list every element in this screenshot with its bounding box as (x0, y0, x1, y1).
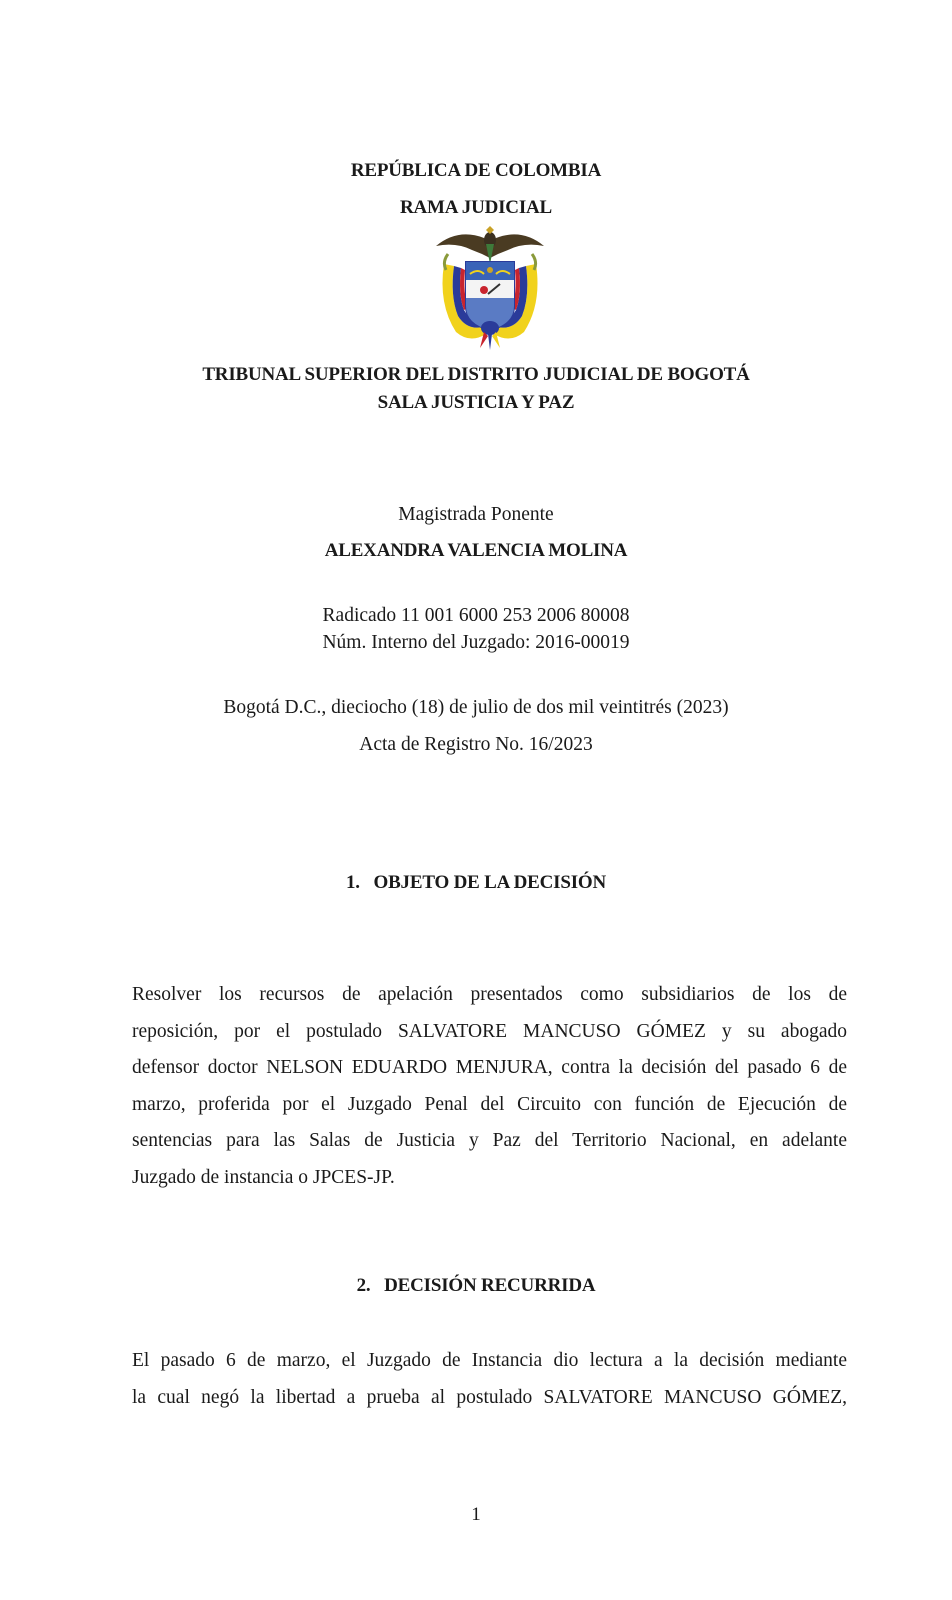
branch-title: RAMA JUDICIAL (399, 197, 553, 218)
court-title: TRIBUNAL SUPERIOR DEL DISTRITO JUDICIAL DE BOGOTÁ (202, 364, 750, 385)
magistrate-name: ALEXANDRA VALENCIA MOLINA (324, 540, 628, 561)
section-paragraph-decision (132, 1343, 847, 1416)
colombia-coat-of-arms-icon (428, 224, 552, 352)
paragraph-line: sentencias para las Salas de Justicia y Paz del Territorio Nacional, en adelante (132, 1130, 847, 1151)
paragraph-line: reposición, por el postulado SALVATORE MANCUSO GÓMEZ y su abogado (132, 1020, 847, 1042)
paragraph-line: la cual negó la libertad a prueba al postulado SALVATORE MANCUSO GÓMEZ, (132, 1386, 847, 1408)
radicado-number: Radicado 11 001 6000 253 2006 80008 (322, 605, 630, 626)
page-number: 1 (471, 1504, 481, 1525)
paragraph-line: defensor doctor NELSON EDUARDO MENJURA, contra la decisión del pasado 6 de (132, 1057, 847, 1078)
paragraph-line: El pasado 6 de marzo, el Juzgado de Instancia dio lectura a la decisión mediante (132, 1350, 847, 1371)
document-date: Bogotá D.C., dieciocho (18) de julio de dos mil veintitrés (2023) (223, 697, 729, 718)
magistrate-role: Magistrada Ponente (398, 504, 554, 525)
paragraph-line: Resolver los recursos de apelación presentados como subsidiarios de los de (132, 984, 847, 1005)
acta-number: Acta de Registro No. 16/2023 (359, 734, 593, 755)
chamber-title: SALA JUSTICIA Y PAZ (377, 392, 575, 413)
section-paragraph-objeto (132, 977, 847, 1196)
paragraph-line: Juzgado de instancia o JPCES-JP. (132, 1166, 395, 1188)
paragraph-line: marzo, proferida por el Juzgado Penal del Circuito con función de Ejecución de (132, 1093, 847, 1115)
section-heading-objeto: 1. OBJETO DE LA DECISIÓN (346, 872, 606, 893)
country-title: REPÚBLICA DE COLOMBIA (350, 160, 602, 181)
section-heading-decision: 2. DECISIÓN RECURRIDA (356, 1275, 596, 1296)
internal-number: Núm. Interno del Juzgado: 2016-00019 (322, 632, 630, 653)
